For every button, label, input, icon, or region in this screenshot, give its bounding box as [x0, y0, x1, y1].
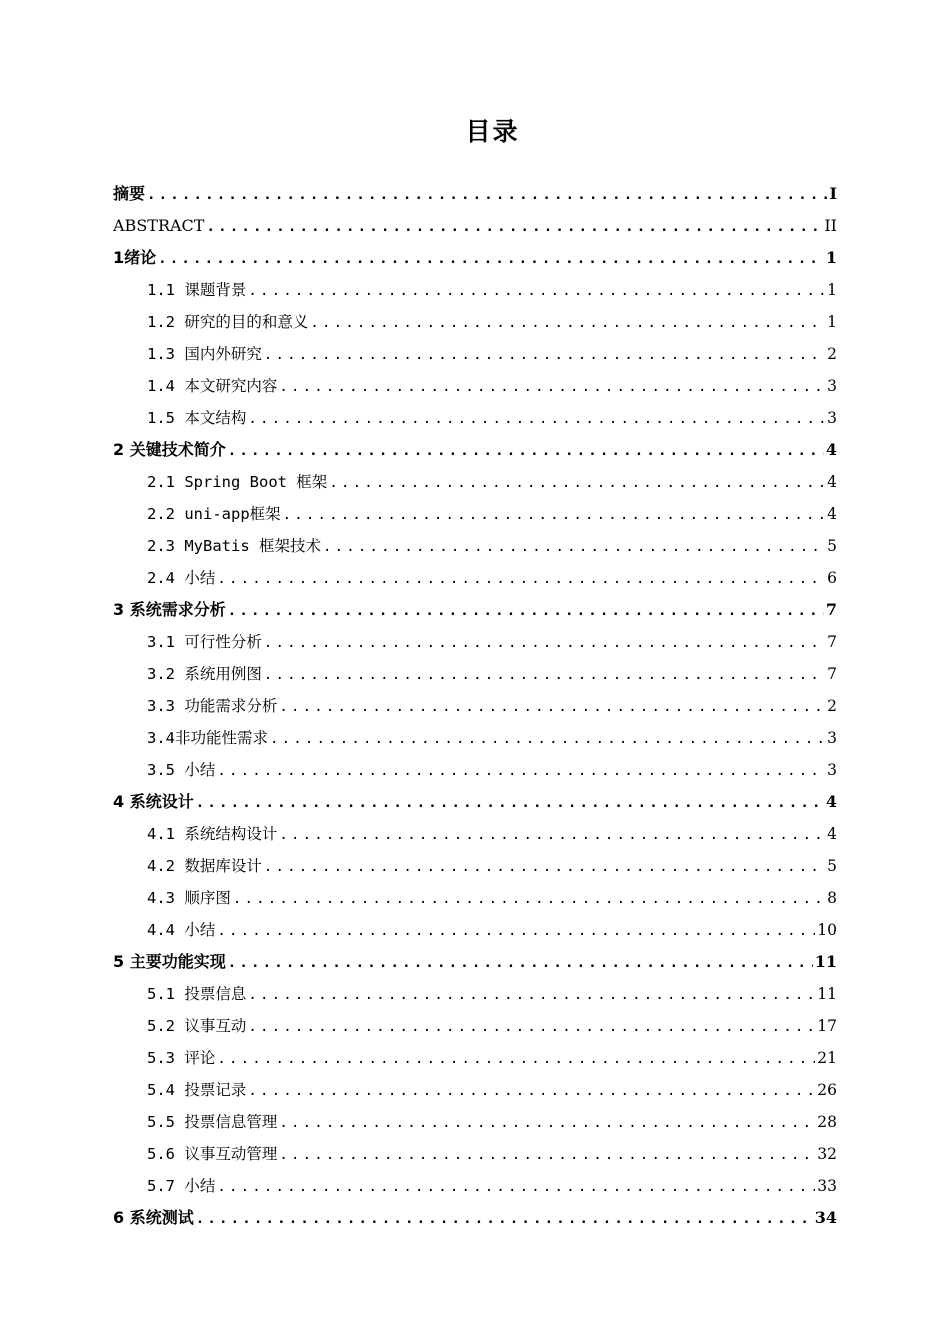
toc-page-number: 8 — [827, 889, 837, 907]
dot-leader — [279, 1139, 815, 1170]
toc-entry[interactable] — [113, 690, 837, 722]
toc-page-number: 11 — [817, 985, 837, 1003]
toc-page-number: 4 — [827, 473, 837, 491]
toc-entry[interactable] — [113, 1042, 837, 1074]
toc-page-number: I — [829, 184, 837, 203]
toc-entry-label: 4.2 数据库设计 — [147, 857, 262, 875]
dot-leader — [233, 883, 825, 914]
toc-page-number: 4 — [827, 505, 837, 523]
toc-entry[interactable] — [113, 434, 837, 466]
toc-entry-label: 2 关键技术简介 — [113, 440, 226, 459]
toc-entry-label: 5.5 投票信息管理 — [147, 1113, 278, 1131]
page-title: 目录 — [465, 117, 520, 146]
toc-page-number: 4 — [825, 792, 837, 811]
toc-page-number: 7 — [827, 665, 837, 683]
toc-entry[interactable] — [113, 818, 837, 850]
toc-page-number: II — [824, 216, 837, 235]
toc-page-number: 5 — [827, 857, 837, 875]
toc-page-number: 5 — [827, 537, 837, 555]
toc-page-number: 3 — [827, 729, 837, 747]
dot-leader — [228, 595, 824, 626]
toc-entry-label: 3.1 可行性分析 — [147, 633, 262, 651]
toc-entry-label: 5.2 议事互动 — [147, 1017, 247, 1035]
toc-entry[interactable] — [113, 1138, 837, 1170]
toc-page-number: 1 — [827, 281, 837, 299]
toc-entry[interactable] — [113, 978, 837, 1010]
toc-page-number: 26 — [817, 1081, 837, 1099]
toc-page-number: 7 — [827, 633, 837, 651]
toc-entry-label: 1.1 课题背景 — [147, 281, 247, 299]
toc-entry-label: 5.1 投票信息 — [147, 985, 247, 1003]
toc-page-number: 10 — [817, 921, 837, 939]
dot-leader — [264, 659, 825, 690]
toc-entry[interactable] — [113, 306, 837, 338]
toc-entry-label: 2.1 Spring Boot 框架 — [147, 473, 328, 491]
toc-entry-label: 1.2 研究的目的和意义 — [147, 313, 309, 331]
dot-leader — [196, 1203, 813, 1234]
toc-entry[interactable] — [113, 242, 837, 274]
toc-page-number: 3 — [827, 377, 837, 395]
toc-entry-label: 5.7 小结 — [147, 1177, 216, 1195]
toc-entry[interactable] — [113, 914, 837, 946]
toc-page-number: 1 — [827, 313, 837, 331]
toc-entry-label: 4.1 系统结构设计 — [147, 825, 278, 843]
toc-entry[interactable] — [113, 210, 837, 242]
dot-leader — [248, 979, 815, 1010]
dot-leader — [217, 1043, 815, 1074]
toc-entry-label: 3.4非功能性需求 — [147, 729, 268, 747]
toc-entry[interactable] — [113, 178, 837, 210]
dot-leader — [206, 211, 822, 242]
toc-page-number: 32 — [817, 1145, 837, 1163]
toc-entry[interactable] — [113, 274, 837, 306]
toc-entry[interactable] — [113, 1074, 837, 1106]
toc-page-number: 21 — [817, 1049, 837, 1067]
dot-leader — [270, 723, 825, 754]
toc-entry-label: 5 主要功能实现 — [113, 952, 226, 971]
dot-leader — [217, 915, 815, 946]
toc-entry-label: 3.5 小结 — [147, 761, 216, 779]
toc-page-number: 11 — [814, 952, 837, 971]
toc-page-number: 17 — [817, 1017, 837, 1035]
dot-leader — [217, 1171, 815, 1202]
toc-entry-label: 4 系统设计 — [113, 792, 194, 811]
toc-entry[interactable] — [113, 466, 837, 498]
toc-entry-label: 2.3 MyBatis 框架技术 — [147, 537, 321, 555]
toc-entry-label: 4.3 顺序图 — [147, 889, 231, 907]
toc-entry-label: 4.4 小结 — [147, 921, 216, 939]
toc-entry[interactable] — [113, 626, 837, 658]
toc-page-number: 1 — [825, 248, 837, 267]
toc-entry[interactable] — [113, 562, 837, 594]
dot-leader — [279, 1107, 815, 1138]
table-of-contents — [113, 178, 837, 1234]
toc-entry[interactable] — [113, 498, 837, 530]
toc-entry-label: 1.5 本文结构 — [147, 409, 247, 427]
toc-entry[interactable] — [113, 530, 837, 562]
toc-page-number: 4 — [827, 825, 837, 843]
toc-page-number: 6 — [827, 569, 837, 587]
toc-entry[interactable] — [113, 594, 837, 626]
dot-leader — [228, 435, 824, 466]
toc-entry-label: 2.2 uni-app框架 — [147, 505, 281, 523]
toc-entry[interactable] — [113, 882, 837, 914]
dot-leader — [158, 243, 824, 274]
toc-entry[interactable] — [113, 402, 837, 434]
toc-entry-label: 1.3 国内外研究 — [147, 345, 262, 363]
toc-page-number: 4 — [825, 440, 837, 459]
toc-entry-label: 1.4 本文研究内容 — [147, 377, 278, 395]
toc-entry[interactable] — [113, 1010, 837, 1042]
toc-page-number: 34 — [814, 1208, 837, 1227]
toc-entry-label: 5.3 评论 — [147, 1049, 216, 1067]
dot-leader — [248, 1075, 815, 1106]
dot-leader — [329, 467, 825, 498]
dot-leader — [279, 819, 825, 850]
toc-entry-label: ABSTRACT — [113, 216, 205, 235]
toc-entry[interactable] — [113, 1170, 837, 1202]
toc-entry[interactable] — [113, 1202, 837, 1234]
toc-entry-label: 5.4 投票记录 — [147, 1081, 247, 1099]
toc-page-number: 3 — [827, 761, 837, 779]
toc-entry-label: 6 系统测试 — [113, 1208, 194, 1227]
toc-page-number: 28 — [817, 1113, 837, 1131]
dot-leader — [248, 1011, 815, 1042]
dot-leader — [264, 339, 825, 370]
toc-entry-label: 3.2 系统用例图 — [147, 665, 262, 683]
dot-leader — [279, 691, 825, 722]
dot-leader — [264, 851, 825, 882]
toc-entry[interactable] — [113, 946, 837, 978]
dot-leader — [264, 627, 825, 658]
toc-page-number: 7 — [825, 600, 837, 619]
toc-entry[interactable] — [113, 722, 837, 754]
toc-entry[interactable] — [113, 754, 837, 786]
dot-leader — [279, 371, 825, 402]
toc-page-number: 2 — [827, 697, 837, 715]
toc-entry[interactable] — [113, 338, 837, 370]
toc-entry-label: 1绪论 — [113, 248, 157, 267]
dot-leader — [283, 499, 825, 530]
dot-leader — [248, 275, 825, 306]
dot-leader — [196, 787, 824, 818]
dot-leader — [248, 403, 825, 434]
toc-entry-label: 摘要 — [113, 184, 146, 203]
toc-entry-label: 2.4 小结 — [147, 569, 216, 587]
toc-page-number: 2 — [827, 345, 837, 363]
toc-entry[interactable] — [113, 850, 837, 882]
toc-entry[interactable] — [113, 786, 837, 818]
toc-entry-label: 3 系统需求分析 — [113, 600, 226, 619]
toc-entry[interactable] — [113, 1106, 837, 1138]
toc-entry[interactable] — [113, 658, 837, 690]
dot-leader — [228, 947, 813, 978]
dot-leader — [147, 179, 828, 210]
dot-leader — [310, 307, 825, 338]
dot-leader — [323, 531, 825, 562]
toc-entry-label: 3.3 功能需求分析 — [147, 697, 278, 715]
toc-page-number: 33 — [817, 1177, 837, 1195]
dot-leader — [217, 563, 825, 594]
dot-leader — [217, 755, 825, 786]
toc-page-number: 3 — [827, 409, 837, 427]
toc-entry[interactable] — [113, 370, 837, 402]
toc-entry-label: 5.6 议事互动管理 — [147, 1145, 278, 1163]
